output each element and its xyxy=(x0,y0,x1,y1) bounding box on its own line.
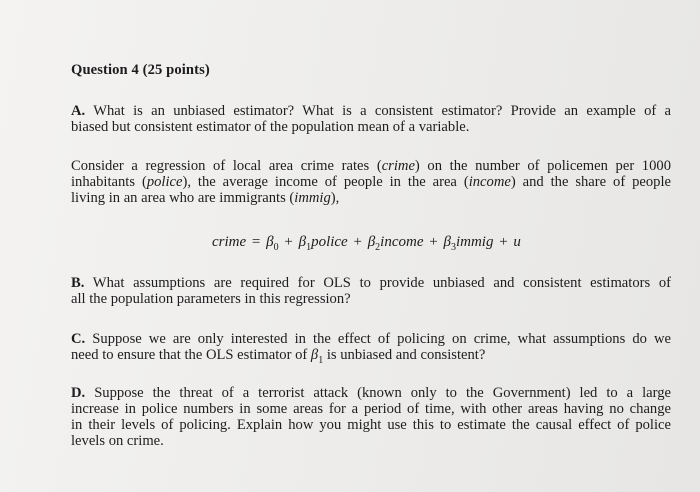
intro-text: ), xyxy=(330,190,340,206)
regression-equation xyxy=(212,234,521,253)
eq-subscript: 2 xyxy=(375,242,381,253)
eq-plus: + xyxy=(429,234,438,250)
part-a-line-1 xyxy=(71,103,671,119)
part-c-label: C. xyxy=(71,331,86,347)
part-d-line-4: levels on crime. xyxy=(71,433,164,449)
eq-subscript: 3 xyxy=(450,242,456,253)
eq-plus: + xyxy=(353,234,362,250)
part-a-label: A. xyxy=(71,103,86,119)
part-c xyxy=(71,331,671,369)
var-income: income xyxy=(468,174,511,190)
eq-var-police: police xyxy=(311,234,348,250)
intro-text: ) and the share of people xyxy=(510,174,671,190)
eq-plus: + xyxy=(284,234,293,250)
part-d-text-1: Suppose the threat of a terrorist attack (known only to the Government) led to a large xyxy=(94,385,671,401)
eq-equals: = xyxy=(251,234,261,250)
eq-var-immig: immig xyxy=(455,234,494,250)
beta-symbol: β xyxy=(310,347,319,363)
var-immig: immig xyxy=(294,190,331,206)
part-c-text-3: is unbiased and consistent? xyxy=(323,347,486,363)
part-c-text-2: need to ensure that the OLS estimator of xyxy=(71,347,311,363)
question-title: Question 4 (25 points) xyxy=(71,62,210,78)
intro-text: living in an area who are immigrants ( xyxy=(71,190,295,206)
part-c-line-2 xyxy=(71,347,671,369)
intro-line-2 xyxy=(71,174,671,190)
part-b-label: B. xyxy=(71,275,85,291)
intro-text: ) on the number of policemen per 1000 xyxy=(414,158,671,174)
part-d xyxy=(71,385,671,449)
eq-var-income: income xyxy=(380,234,424,250)
part-d-line-2: increase in police numbers in some areas for a period of time, with other areas having no change xyxy=(71,401,671,417)
intro-line-1 xyxy=(71,158,671,174)
eq-subscript: 0 xyxy=(273,242,279,253)
part-b-line-2: all the population parameters in this regression? xyxy=(71,291,351,307)
eq-lhs: crime xyxy=(212,234,247,250)
eq-beta1-term xyxy=(298,234,348,253)
part-d-line-3: in their levels of policing. Explain how you might use this to estimate the causal effect of police xyxy=(71,417,671,433)
eq-beta3-term xyxy=(443,234,494,253)
part-a-text-1: What is an unbiased estimator? What is a consistent estimator? Provide an example of a xyxy=(93,103,671,119)
part-b-text-1: What assumptions are required for OLS to provide unbiased and consistent estimators of xyxy=(92,275,671,291)
beta-subscript: 1 xyxy=(318,354,324,366)
eq-beta-symbol: β xyxy=(443,234,451,250)
eq-beta-symbol: β xyxy=(266,234,274,250)
part-a-line-2: biased but consistent estimator of the population mean of a variable. xyxy=(71,119,470,135)
eq-beta2-term xyxy=(367,234,424,253)
var-police: police xyxy=(146,174,183,190)
part-c-text-1: Suppose we are only interested in the effect of policing on crime, what assumptions do we xyxy=(92,331,672,347)
part-d-label: D. xyxy=(71,385,86,401)
part-c-line-1 xyxy=(71,331,671,347)
intro-text: ), the average income of people in the area ( xyxy=(182,174,469,190)
eq-beta0 xyxy=(266,234,279,253)
intro-line-3 xyxy=(71,190,671,206)
eq-beta-symbol: β xyxy=(367,234,376,250)
intro-text: inhabitants ( xyxy=(71,174,147,190)
part-b-line-1 xyxy=(71,275,671,291)
part-a xyxy=(71,103,671,135)
beta1-symbol xyxy=(310,347,324,366)
eq-error-term: u xyxy=(513,234,521,250)
eq-plus: + xyxy=(499,234,508,250)
var-crime: crime xyxy=(381,158,415,174)
part-b xyxy=(71,275,671,307)
intro-text: Consider a regression of local area crime rates ( xyxy=(71,158,382,174)
intro-paragraph xyxy=(71,158,671,206)
eq-beta-symbol: β xyxy=(298,234,307,250)
part-d-line-1 xyxy=(71,385,671,401)
eq-subscript: 1 xyxy=(306,242,312,253)
